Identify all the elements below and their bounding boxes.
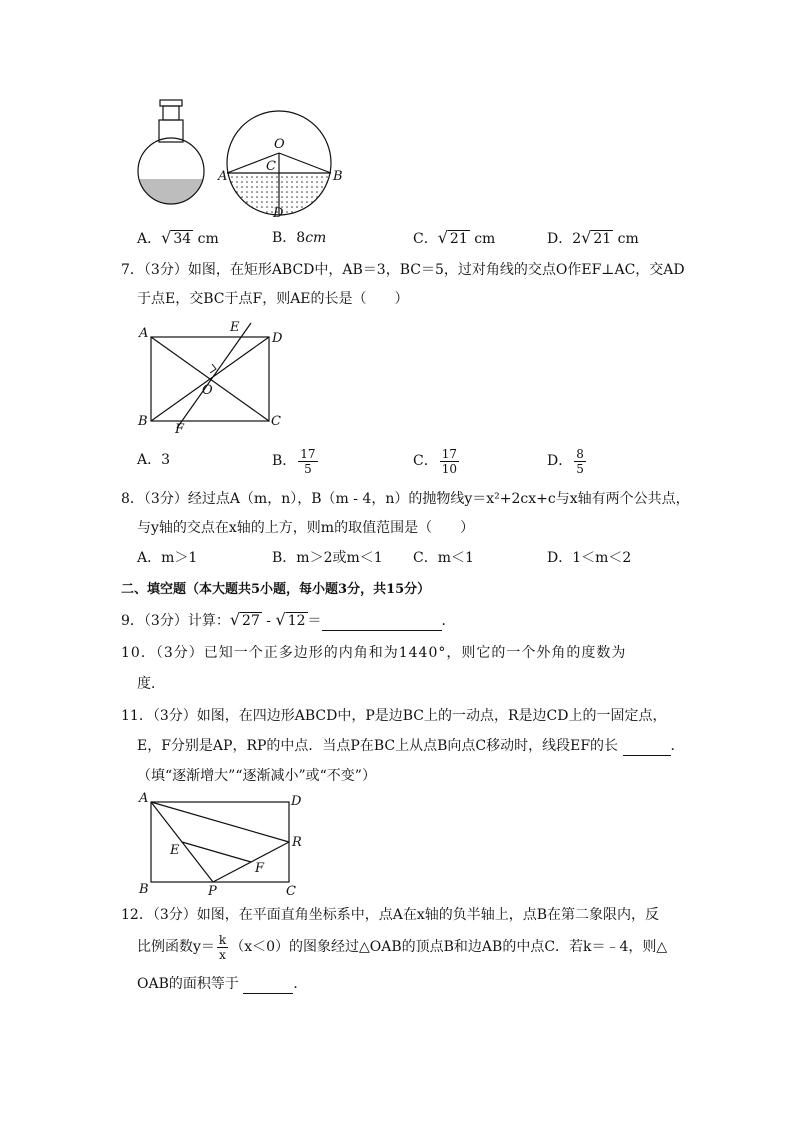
- q11-line2: E，F分别是AP，RP的中点．当点P在BC上从点B向点C移动时，线段EF的长 ．: [137, 738, 685, 754]
- label-o: O: [274, 137, 285, 152]
- label-f: F: [255, 861, 265, 876]
- label-e: E: [170, 843, 180, 858]
- label-o: O: [202, 383, 213, 398]
- q7-line2: 于点E，交BC于点F，则AE的长是（ ）: [137, 291, 409, 307]
- flask-neck: [163, 106, 179, 120]
- label-d: D: [273, 206, 284, 221]
- label-a: A: [218, 169, 228, 184]
- q11-line3: （填“逐渐增大”“逐渐减小”或“不变”）: [137, 768, 376, 784]
- q7-line1: 7．（3分）如图，在矩形ABCD中，AB＝3，BC＝5，过对角线的交点O作EF⊥AC，交AD: [121, 262, 685, 278]
- label-p: P: [208, 884, 217, 899]
- q6-figure: [130, 95, 360, 225]
- q7-figure: [133, 315, 293, 435]
- q6-option-b: B．8cm: [272, 230, 327, 246]
- label-c: C: [271, 414, 281, 429]
- q9-line: 9．（3分）计算：√ 27 - √ 12 ＝ ．: [121, 610, 456, 629]
- q6-option-a: A．√ 34 cm: [137, 228, 219, 247]
- label-b: B: [333, 169, 343, 184]
- label-b: B: [139, 882, 149, 897]
- label-c: C: [286, 884, 296, 899]
- q11-line1: 11．（3分）如图，在四边形ABCD中，P是边BC上的一动点，R是边CD上的一固定点，: [121, 708, 667, 724]
- q12-line2: 比例函数y＝ $\frac{k}{x}$ （x＜0）的图象经过△OAB的顶点B和边AB的中点C．若k＝﹣4，则△: [137, 932, 668, 962]
- label-e: E: [230, 320, 240, 335]
- q8-option-c: C．m＜1: [413, 550, 474, 566]
- segment-ef: [182, 842, 251, 862]
- q11-answer-blank: [623, 755, 671, 756]
- q10-line2: 度．: [137, 676, 165, 692]
- label-a: A: [139, 326, 149, 341]
- q8-line1: 8．（3分）经过点A（m，n），B（m - 4，n）的抛物线y＝x²+2cx+c与x轴有两个公共点，: [121, 491, 690, 507]
- line-ef: [177, 323, 251, 428]
- flask-liquid: [135, 179, 210, 219]
- q7-option-d: D． $\frac{8}{5}$: [547, 446, 584, 476]
- right-angle-mark: [210, 364, 216, 373]
- segment-ar: [151, 802, 289, 842]
- q6-option-c: C．√ 21 cm: [413, 228, 496, 247]
- label-a: A: [139, 791, 149, 806]
- q7-option-c: C． $\frac{17}{10}$: [413, 446, 457, 476]
- label-d: D: [272, 331, 283, 346]
- radius-ob: [279, 153, 331, 173]
- q7-option-a: A．3: [137, 452, 171, 468]
- flask-lip: [160, 100, 182, 106]
- q7-option-b: B． $\frac{17}{5}$: [272, 446, 316, 476]
- label-r: R: [292, 835, 302, 850]
- q6-option-d: D．2√ 21 cm: [547, 228, 639, 247]
- label-b: B: [138, 414, 148, 429]
- q11-figure: [135, 790, 310, 900]
- q8-option-d: D．1＜m＜2: [547, 550, 632, 566]
- quadrilateral-abcd: [151, 802, 289, 882]
- label-d: D: [291, 794, 302, 809]
- q8-line2: 与y轴的交点在x轴的上方，则m的取值范围是（ ）: [137, 520, 475, 536]
- label-f: F: [175, 422, 185, 435]
- q12-answer-blank: [243, 993, 293, 994]
- q9-answer-blank: [322, 630, 442, 631]
- q12-line3: OAB的面积等于 ．: [137, 976, 308, 992]
- q8-option-b: B．m＞2或m＜1: [272, 550, 383, 566]
- label-c: C: [266, 159, 276, 174]
- q12-line1: 12．（3分）如图，在平面直角坐标系中，点A在x轴的负半轴上，点B在第二象限内，反: [121, 907, 660, 923]
- q10-line1: 10．（3分）已知一个正多边形的内角和为1440°，则它的一个外角的度数为: [121, 645, 627, 661]
- section-fill-in-heading: 二、填空题（本大题共5小题，每小题3分，共15分）: [121, 582, 431, 597]
- q8-option-a: A．m＞1: [137, 550, 198, 566]
